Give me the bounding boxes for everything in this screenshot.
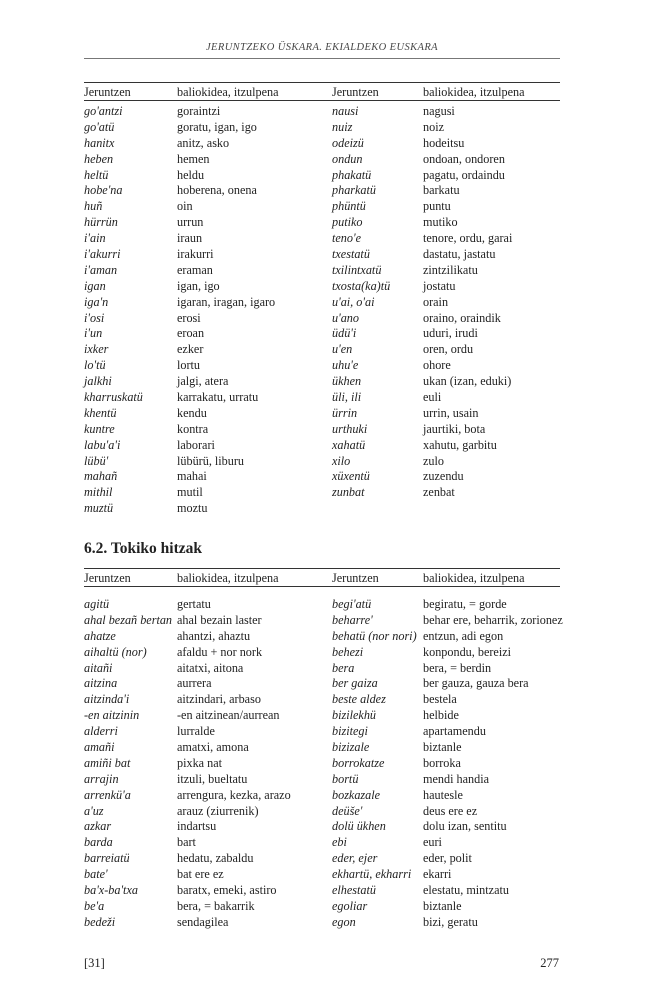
term-jeruntzen: pharkatü [332, 183, 377, 198]
term-jeruntzen: lo'tü [84, 358, 106, 373]
equivalent: goratu, igan, igo [177, 119, 257, 134]
equivalent: oren, ordu [423, 342, 474, 357]
equivalent: bera, = berdin [423, 660, 492, 675]
equivalent: aitzindari, arbaso [177, 692, 261, 707]
term-jeruntzen: bedeži [84, 914, 116, 929]
table-row [84, 724, 560, 740]
table-row [84, 199, 560, 215]
equivalent: tenore, ordu, garai [423, 231, 513, 246]
term-jeruntzen: dolü ükhen [332, 819, 386, 834]
term-jeruntzen: u'ano [332, 310, 359, 325]
table-row [84, 406, 560, 422]
equivalent: bera, = bakarrik [177, 898, 255, 913]
equivalent: deus ere ez [423, 803, 478, 818]
term-jeruntzen: begi'atü [332, 597, 372, 611]
equivalent: biztanle [423, 740, 462, 755]
term-jeruntzen: go'atü [84, 119, 115, 134]
term-jeruntzen: aihaltü (nor) [84, 644, 147, 659]
term-jeruntzen: ixker [84, 342, 109, 357]
equivalent: bestela [423, 692, 457, 707]
table-row [84, 168, 560, 184]
table-row [84, 247, 560, 263]
equivalent: apartamendu [423, 724, 486, 739]
table-row [84, 263, 560, 279]
equivalent: xahutu, garbitu [423, 437, 497, 452]
equivalent: ahal bezain laster [177, 612, 262, 627]
table-row [84, 215, 560, 231]
term-jeruntzen: igan [84, 278, 106, 293]
equivalent: bat ere ez [177, 867, 224, 882]
table-row [84, 772, 560, 788]
term-jeruntzen: jalkhi [84, 374, 112, 389]
term-jeruntzen: zunbat [332, 485, 365, 500]
term-jeruntzen: xahatü [332, 437, 366, 452]
term-jeruntzen: heben [84, 151, 114, 166]
term-jeruntzen: deüše' [332, 803, 363, 818]
equivalent: dastatu, jastatu [423, 247, 496, 262]
equivalent: ahantzi, ahaztu [177, 628, 251, 643]
equivalent: eroan [177, 326, 205, 341]
term-jeruntzen: bate' [84, 867, 108, 882]
equivalent: eder, polit [423, 851, 472, 866]
term-jeruntzen: phüntü [332, 199, 366, 214]
equivalent: moztu [177, 501, 208, 516]
equivalent: mutil [177, 485, 203, 500]
term-jeruntzen: behatü (nor nori) [332, 628, 417, 643]
equivalent: afaldu + nor nork [177, 644, 263, 659]
equivalent: sendagilea [177, 914, 229, 929]
equivalent: helbide [423, 708, 459, 723]
term-jeruntzen: mithil [84, 485, 113, 500]
term-jeruntzen: ürrin [332, 405, 358, 420]
equivalent: urrin, usain [423, 405, 479, 420]
table-row [84, 390, 560, 406]
term-jeruntzen: bizizale [332, 740, 370, 755]
term-jeruntzen: kharruskatü [84, 390, 143, 405]
term-jeruntzen: u'ai, o'ai [332, 294, 375, 309]
equivalent: aurrera [177, 676, 212, 691]
table-row [84, 819, 560, 835]
equivalent: barkatu [423, 183, 460, 198]
equivalent: uduri, irudi [423, 326, 478, 341]
term-jeruntzen: eder, ejer [332, 851, 378, 866]
equivalent: goraintzi [177, 104, 221, 118]
table-row [84, 279, 560, 295]
equivalent: entzun, adi egon [423, 628, 504, 643]
term-jeruntzen: txosta(ka)tü [332, 278, 391, 293]
table-row [84, 422, 560, 438]
term-jeruntzen: barreiatü [84, 851, 130, 866]
term-jeruntzen: ebi [332, 835, 347, 850]
table-row [84, 756, 560, 772]
term-jeruntzen: khentü [84, 405, 117, 420]
table-row [84, 740, 560, 756]
table-row [84, 676, 560, 692]
term-jeruntzen: -en aitzinin [84, 708, 140, 723]
term-jeruntzen: üli, ili [332, 390, 362, 405]
term-jeruntzen: arrajin [84, 771, 119, 786]
term-jeruntzen: heltü [84, 167, 109, 182]
equivalent: elestatu, mintzatu [423, 883, 509, 898]
equivalent: pagatu, ordaindu [423, 167, 505, 182]
table-row [84, 485, 560, 501]
term-jeruntzen: ekhartü, ekharri [332, 867, 412, 882]
term-jeruntzen: bozkazale [332, 787, 381, 802]
table-row [84, 851, 560, 867]
table-row [84, 883, 560, 899]
equivalent: hoberena, onena [177, 183, 257, 198]
table-row [84, 311, 560, 327]
term-jeruntzen: alderri [84, 724, 118, 739]
equivalent: gertatu [177, 597, 211, 611]
term-jeruntzen: beste aldez [332, 692, 386, 707]
header-jeruntzen: Jeruntzen [332, 85, 379, 99]
equivalent: urrun [177, 215, 204, 230]
equivalent: jostatu [423, 278, 456, 293]
term-jeruntzen: aitzina [84, 676, 118, 691]
term-jeruntzen: hobe'na [84, 183, 123, 198]
term-jeruntzen: egoliar [332, 898, 368, 913]
equivalent: oraino, oraindik [423, 310, 501, 325]
header-rule [84, 58, 560, 59]
term-jeruntzen: ükhen [332, 374, 362, 389]
table-row [84, 612, 563, 629]
table-body [84, 587, 563, 931]
term-jeruntzen: hürrün [84, 215, 118, 230]
term-jeruntzen: i'un [84, 326, 103, 341]
header-baliokidea: baliokidea, itzulpena [177, 571, 279, 585]
term-jeruntzen: barda [84, 835, 113, 850]
equivalent: bizi, geratu [423, 914, 478, 929]
table-row [84, 501, 560, 517]
table-row [84, 342, 560, 358]
equivalent: erosi [177, 310, 201, 325]
term-jeruntzen: elhestatü [332, 883, 377, 898]
table-row [84, 692, 560, 708]
table-row [84, 661, 560, 677]
term-jeruntzen: xilo [332, 453, 351, 468]
equivalent: hodeitsu [423, 135, 465, 150]
equivalent: arauz (ziurrenik) [177, 803, 259, 818]
term-jeruntzen: labu'a'i [84, 437, 121, 452]
equivalent: lurralde [177, 724, 215, 739]
term-jeruntzen: muztü [84, 501, 114, 516]
term-jeruntzen: bizilekhü [332, 708, 377, 723]
table-row [84, 788, 560, 804]
term-jeruntzen: putiko [332, 215, 363, 230]
term-jeruntzen: teno'e [332, 231, 361, 246]
equivalent: arrengura, kezka, arazo [177, 787, 291, 802]
equivalent: bart [177, 835, 196, 850]
equivalent: puntu [423, 199, 451, 214]
header-jeruntzen: Jeruntzen [332, 571, 379, 585]
equivalent: indartsu [177, 819, 217, 834]
term-jeruntzen: ba'x-ba'txa [84, 883, 138, 898]
header-jeruntzen: Jeruntzen [84, 571, 131, 585]
term-jeruntzen: mahañ [84, 469, 118, 484]
equivalent: lortu [177, 358, 201, 373]
equivalent: ukan (izan, eduki) [423, 374, 512, 389]
term-jeruntzen: agitü [84, 597, 110, 611]
term-jeruntzen: hanitx [84, 135, 115, 150]
table-row [84, 597, 560, 613]
term-jeruntzen: txilintxatü [332, 262, 382, 277]
term-jeruntzen: txestatü [332, 247, 370, 262]
term-jeruntzen: huñ [84, 199, 103, 214]
term-jeruntzen: beharre' [332, 612, 373, 627]
table-body [84, 101, 560, 517]
table-row [84, 629, 560, 645]
term-jeruntzen: uhu'e [332, 358, 359, 373]
header-baliokidea: baliokidea, itzulpena [423, 85, 525, 99]
term-jeruntzen: behezi [332, 644, 364, 659]
term-jeruntzen: ahal bezañ bertan [84, 612, 173, 627]
equivalent: mahai [177, 469, 207, 484]
equivalent: mutiko [423, 215, 458, 230]
term-jeruntzen: bera [332, 660, 355, 675]
table-row [84, 183, 560, 199]
equivalent: konpondu, bereizi [423, 644, 511, 659]
equivalent: zenbat [423, 485, 455, 500]
term-jeruntzen: ondun [332, 151, 363, 166]
equivalent: ber gauza, gauza bera [423, 676, 529, 691]
equivalent: dolu izan, sentitu [423, 819, 507, 834]
term-jeruntzen: azkar [84, 819, 112, 834]
table-row [84, 326, 560, 342]
equivalent: zulo [423, 453, 444, 468]
term-jeruntzen: iga'n [84, 294, 109, 309]
term-jeruntzen: bortü [332, 771, 359, 786]
term-jeruntzen: aitzinda'i [84, 692, 130, 707]
term-jeruntzen: egon [332, 914, 356, 929]
equivalent: irakurri [177, 247, 214, 262]
table-row [84, 708, 560, 724]
term-jeruntzen: kuntre [84, 421, 115, 436]
equivalent: kendu [177, 405, 207, 420]
term-jeruntzen: lübü' [84, 453, 109, 468]
equivalent: jalgi, atera [177, 374, 229, 389]
glossary-table-1 [84, 82, 560, 517]
equivalent: hedatu, zabaldu [177, 851, 254, 866]
equivalent: igaran, iragan, igaro [177, 294, 276, 309]
table-row [84, 454, 560, 470]
equivalent: ekarri [423, 867, 452, 882]
equivalent: ezker [177, 342, 204, 357]
footer-section-number: [31] [84, 956, 105, 970]
table-row [84, 915, 560, 931]
term-jeruntzen: ber gaiza [332, 676, 378, 691]
equivalent: anitz, asko [177, 135, 230, 150]
term-jeruntzen: borrokatze [332, 755, 385, 770]
header-baliokidea: baliokidea, itzulpena [177, 85, 279, 99]
equivalent: mendi handia [423, 771, 489, 786]
glossary-table-2 [84, 568, 563, 931]
equivalent: borroka [423, 755, 461, 770]
term-jeruntzen: i'aman [84, 262, 118, 277]
term-jeruntzen: phakatü [332, 167, 372, 182]
equivalent: ondoan, ondoren [423, 151, 505, 166]
term-jeruntzen: i'akurri [84, 247, 121, 262]
term-jeruntzen: amiñi bat [84, 755, 131, 770]
table-row [84, 231, 560, 247]
equivalent: hemen [177, 151, 210, 166]
equivalent: oin [177, 199, 193, 214]
table-row [84, 374, 560, 390]
table-row [84, 438, 560, 454]
equivalent: euri [423, 835, 442, 850]
header-baliokidea: baliokidea, itzulpena [423, 571, 525, 585]
term-jeruntzen: ahatze [84, 628, 116, 643]
equivalent: iraun [177, 231, 203, 246]
equivalent: begiratu, = gorde [423, 597, 507, 611]
equivalent: laborari [177, 437, 215, 452]
equivalent: eraman [177, 262, 213, 277]
term-jeruntzen: urthuki [332, 421, 368, 436]
equivalent: igan, igo [177, 278, 220, 293]
term-jeruntzen: i'osi [84, 310, 105, 325]
term-jeruntzen: go'antzi [84, 104, 123, 118]
table-row [84, 120, 560, 136]
equivalent: hautesle [423, 787, 463, 802]
running-head: JERUNTZEKO ÜSKARA. EKIALDEKO EUSKARA [206, 42, 438, 53]
equivalent: orain [423, 294, 449, 309]
equivalent: pixka nat [177, 755, 223, 770]
table-row [84, 469, 560, 485]
equivalent: biztanle [423, 898, 462, 913]
term-jeruntzen: amañi [84, 740, 115, 755]
equivalent: -en aitzinean/aurrean [177, 708, 280, 723]
equivalent: nagusi [423, 104, 455, 118]
equivalent: zintzilikatu [423, 262, 478, 277]
term-jeruntzen: i'ain [84, 231, 106, 246]
term-jeruntzen: odeizü [332, 135, 364, 150]
term-jeruntzen: üdü'i [332, 326, 357, 341]
table-row [84, 835, 560, 851]
page-number: 277 [540, 956, 559, 970]
term-jeruntzen: aitañi [84, 660, 113, 675]
equivalent: jaurtiki, bota [423, 421, 486, 436]
table-row [84, 295, 560, 311]
equivalent: baratx, emeki, astiro [177, 883, 277, 898]
equivalent: zuzendu [423, 469, 464, 484]
table-row [84, 804, 560, 820]
equivalent: itzuli, bueltatu [177, 771, 248, 786]
section-title: 6.2. Tokiko hitzak [84, 540, 203, 557]
table-row [84, 152, 560, 168]
equivalent: karrakatu, urratu [177, 390, 259, 405]
equivalent: behar ere, beharrik, zorionez [423, 612, 563, 627]
term-jeruntzen: a'uz [84, 803, 104, 818]
table-row [84, 867, 560, 883]
table-row [84, 104, 560, 120]
equivalent: amatxi, amona [177, 740, 249, 755]
table-header [84, 82, 560, 101]
table-header [84, 568, 560, 587]
equivalent: noiz [423, 119, 444, 134]
equivalent: heldu [177, 167, 205, 182]
table-row [84, 136, 560, 152]
table-row [84, 358, 560, 374]
table-row [84, 899, 560, 915]
equivalent: euli [423, 390, 442, 405]
header-jeruntzen: Jeruntzen [84, 85, 131, 99]
equivalent: aitatxi, aitona [177, 660, 244, 675]
term-jeruntzen: be'a [84, 898, 105, 913]
equivalent: lübürü, liburu [177, 453, 245, 468]
equivalent: kontra [177, 421, 209, 436]
table-row [84, 645, 560, 661]
equivalent: ohore [423, 358, 451, 373]
term-jeruntzen: nausi [332, 104, 359, 118]
term-jeruntzen: arrenkü'a [84, 787, 131, 802]
term-jeruntzen: u'en [332, 342, 353, 357]
term-jeruntzen: xüxentü [332, 469, 370, 484]
term-jeruntzen: nuiz [332, 119, 353, 134]
term-jeruntzen: bizitegi [332, 724, 368, 739]
